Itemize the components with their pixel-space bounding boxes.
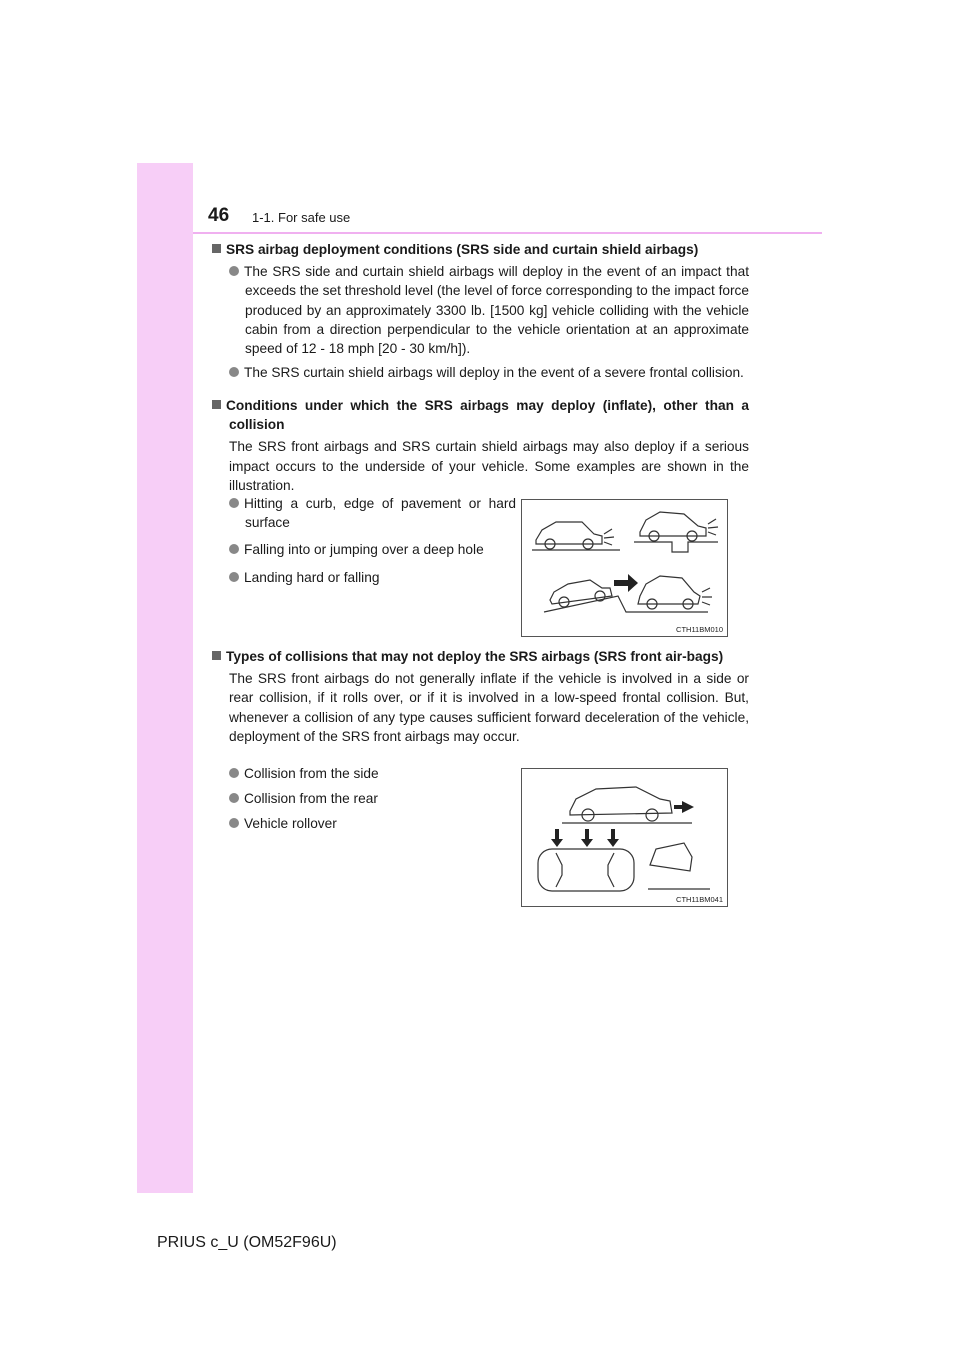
footer-model-code: PRIUS c_U (OM52F96U) xyxy=(157,1234,337,1251)
square-bullet-icon xyxy=(212,400,221,409)
list-item: Collision from the rear xyxy=(229,789,489,808)
collision-types-illustration xyxy=(522,769,727,906)
page-side-tab xyxy=(137,163,193,1193)
list-item: Vehicle rollover xyxy=(229,814,489,833)
section-heading: Types of collisions that may not deploy the SRS airbags (SRS front air-bags) xyxy=(212,647,749,666)
section-title: 1-1. For safe use xyxy=(252,210,351,225)
section-paragraph: The SRS front airbags do not generally inflate if the vehicle is involved in a side or rear collision, if it rolls over, or if it is involved in a low-speed frontal collision. But, whenever a collision of any type causes sufficient forward deceleration of the vehicle, deployment of the SRS front airbags may occur. xyxy=(229,671,749,744)
page-number: 46 xyxy=(208,205,230,226)
round-bullet-icon xyxy=(229,793,239,803)
non-collision-bullet-list xyxy=(229,494,516,587)
section-heading: SRS airbag deployment conditions (SRS side and curtain shield airbags) xyxy=(212,240,749,259)
square-bullet-icon xyxy=(212,244,221,253)
list-item: Falling into or jumping over a deep hole xyxy=(229,540,516,559)
round-bullet-icon xyxy=(229,367,239,377)
section-airbag-deployment xyxy=(212,240,749,382)
list-item: The SRS curtain shield airbags will deploy in the event of a severe frontal collision. xyxy=(229,363,749,382)
illustration-non-collision xyxy=(521,499,728,637)
non-collision-cars-illustration xyxy=(522,500,727,636)
section-non-deploying-collisions xyxy=(212,647,749,746)
illustration-collision-types xyxy=(521,768,728,907)
round-bullet-icon xyxy=(229,498,239,508)
round-bullet-icon xyxy=(229,768,239,778)
list-item: Landing hard or falling xyxy=(229,568,516,587)
section-non-collision-deployment xyxy=(212,396,749,495)
round-bullet-icon xyxy=(229,266,239,276)
list-item: Hitting a curb, edge of pavement or hard surface xyxy=(229,494,516,532)
figure-code: CTH11BM041 xyxy=(676,895,723,904)
list-item: The SRS side and curtain shield airbags will deploy in the event of an impact that exceeds the set threshold level (the level of force corresponding to the impact force produced by an approximately 3300 lb. [1500 kg] vehicle colliding with the vehicle cabin from a direction perpendicular to the vehicle orientation at an approximate speed of 12 - 18 mph [20 - 30 km/h]). xyxy=(229,262,749,358)
round-bullet-icon xyxy=(229,572,239,582)
round-bullet-icon xyxy=(229,818,239,828)
square-bullet-icon xyxy=(212,651,221,660)
section-heading: Conditions under which the SRS airbags may deploy (inflate), other than a collision xyxy=(212,396,749,434)
collision-types-bullet-list xyxy=(229,764,489,834)
section-paragraph: The SRS front airbags and SRS curtain shield airbags may also deploy if a serious impact occurs to the underside of your vehicle. Some examples are shown in the illustration. xyxy=(229,439,749,493)
list-item: Collision from the side xyxy=(229,764,489,783)
figure-code: CTH11BM010 xyxy=(676,625,723,634)
round-bullet-icon xyxy=(229,544,239,554)
header-rule xyxy=(193,232,822,234)
